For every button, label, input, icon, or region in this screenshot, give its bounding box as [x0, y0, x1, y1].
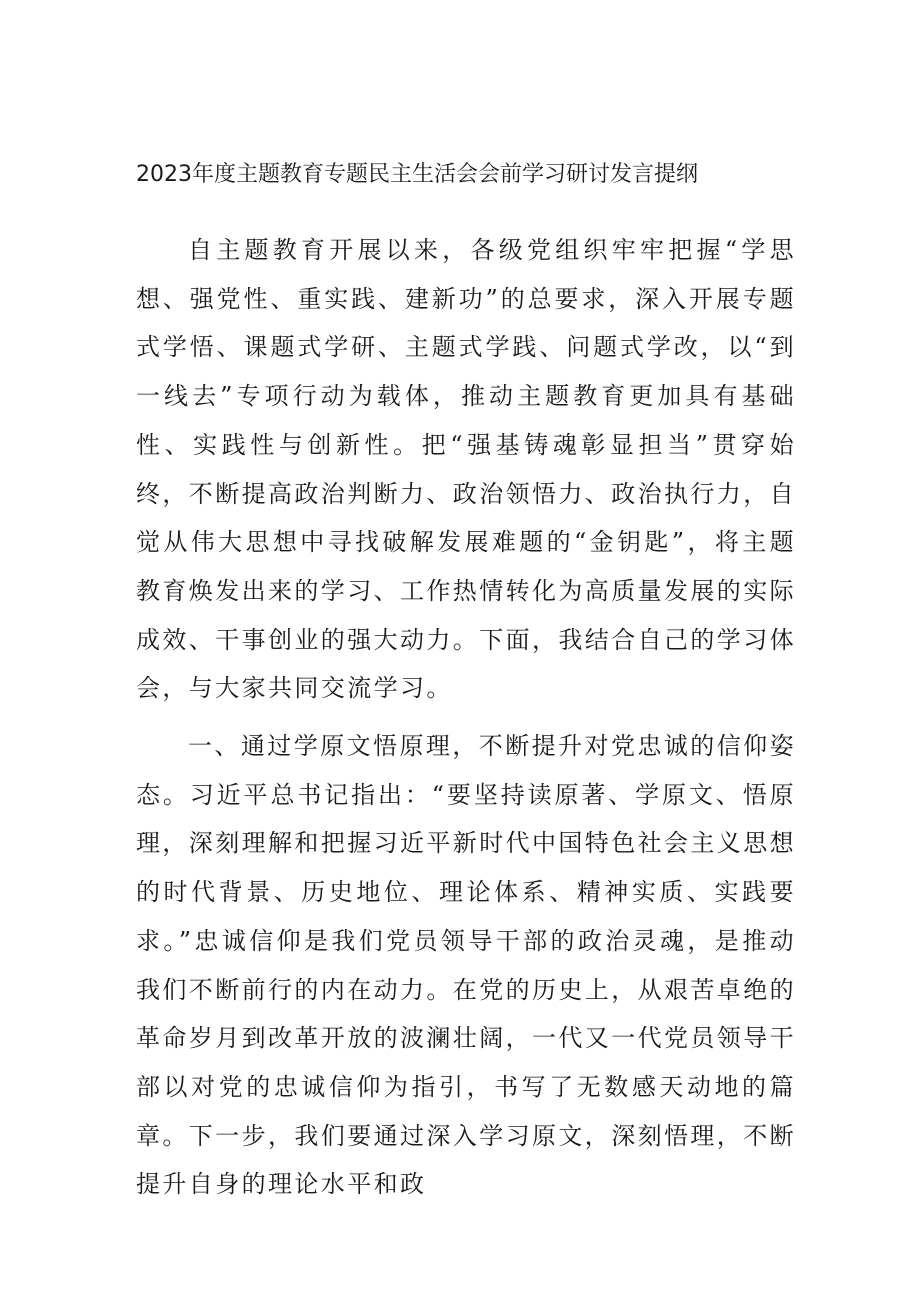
document-title: 2023年度主题教育专题民主生活会会前学习研讨发言提纲	[136, 162, 698, 187]
paragraph-section-one: 一、通过学原文悟原理，不断提升对党忠诚的信仰姿态。习近平总书记指出：“要坚持读原著、学原文、悟原理，深刻理解和把握习近平新时代中国特色社会主义思想的时代背景、历史地位、理论体系、精神实质、实践要求。”忠诚信仰是我们党员领导干部的政治灵魂，是推动我们不断前行的内在动力。在党的历史上，从艰苦卓绝的革命岁月到改革开放的波澜壮阔，一代又一代党员领导干部以对党的忠诚信仰为指引，书写了无数感天动地的篇章。下一步，我们要通过深入学习原文，深刻悟理，不断提升自身的理论水平和政	[136, 732, 796, 1199]
paragraph-intro: 自主题教育开展以来，各级党组织牢牢把握“学思想、强党性、重实践、建新功”的总要求，深入开展专题式学悟、课题式学研、主题式学践、问题式学改，以“到一线去”专项行动为载体，推动主题教育更加具有基础性、实践性与创新性。把“强基铸魂彰显担当”贯穿始终，不断提高政治判断力、政治领悟力、政治执行力，自觉从伟大思想中寻找破解发展难题的“金钥匙”，将主题教育焕发出来的学习、工作热情转化为高质量发展的实际成效、干事创业的强大动力。下面，我结合自己的学习体会，与大家共同交流学习。	[136, 236, 796, 703]
